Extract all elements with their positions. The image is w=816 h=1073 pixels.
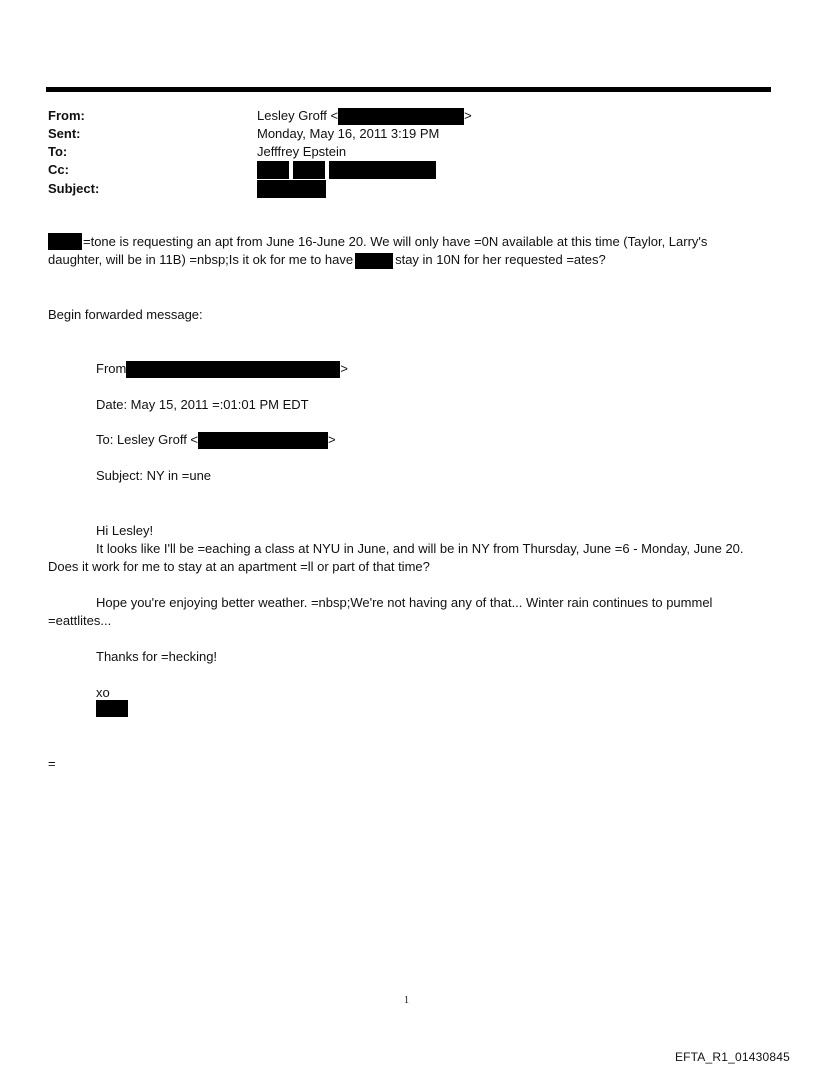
message-line-2a: daughter, will be in 11B) =nbsp;Is it ok for me to have xyxy=(48,252,354,267)
to-value: Jefffrey Epstein xyxy=(257,144,347,159)
redacted-name-block xyxy=(355,253,393,269)
trailing-equals: = xyxy=(48,756,56,771)
forwarded-to-prefix: To: Lesley Groff < xyxy=(96,432,199,447)
thanks-line: Thanks for =hecking! xyxy=(96,649,218,664)
redacted-email-block xyxy=(338,108,464,125)
signoff: xo xyxy=(96,685,110,700)
forward-intro: Begin forwarded message: xyxy=(48,307,203,322)
cc-label: Cc: xyxy=(48,162,69,177)
from-value xyxy=(257,107,472,125)
forwarded-to-line xyxy=(96,431,336,449)
redacted-signature-block xyxy=(96,700,128,717)
header-rule xyxy=(46,87,771,92)
message-line-1: =tone is requesting an apt from June 16-June 20. We will only have =0N available at this time (Taylor, Larry's xyxy=(83,234,708,249)
forwarded-date-line: Date: May 15, 2011 =:01:01 PM EDT xyxy=(96,397,309,412)
document-id: EFTA_R1_01430845 xyxy=(674,1050,790,1064)
from-close: > xyxy=(464,108,472,123)
redacted-email-block xyxy=(198,432,328,449)
paragraph-2-line-1: Hope you're enjoying better weather. =nbsp;We're not having any of that... Winter rain continues to pummel xyxy=(96,595,713,610)
paragraph-2-line-2: =eattlites... xyxy=(48,613,112,628)
redacted-subject-block xyxy=(257,180,326,198)
paragraph-1-line-2: Does it work for me to stay at an apartment =ll or part of that time? xyxy=(48,559,430,574)
forwarded-from-close: > xyxy=(340,361,348,376)
from-name: Lesley Groff < xyxy=(257,108,339,123)
greeting: Hi Lesley! xyxy=(96,523,154,538)
redacted-cc-block-1 xyxy=(257,161,289,179)
paragraph-1-line-1: It looks like I'll be =eaching a class at NYU in June, and will be in NY from Thursday, June =6 - Monday, June 20. xyxy=(96,541,744,556)
redacted-cc-block-2 xyxy=(293,161,325,179)
forwarded-from-line xyxy=(96,360,348,378)
sent-label: Sent: xyxy=(48,126,81,141)
forwarded-subject-line: Subject: NY in =une xyxy=(96,468,212,483)
message-line-2 xyxy=(48,251,606,269)
from-label: From: xyxy=(48,108,85,123)
sent-value: Monday, May 16, 2011 3:19 PM xyxy=(257,126,440,141)
redacted-name-block xyxy=(48,233,82,250)
subject-label: Subject: xyxy=(48,181,100,196)
to-label: To: xyxy=(48,144,68,159)
redacted-cc-block-3 xyxy=(329,161,436,179)
forwarded-to-close: > xyxy=(328,432,336,447)
page-number: 1 xyxy=(404,995,409,1006)
redacted-sender-block xyxy=(126,361,340,378)
forwarded-from-label: From xyxy=(96,361,127,376)
message-line-2b: stay in 10N for her requested =ates? xyxy=(395,252,606,267)
